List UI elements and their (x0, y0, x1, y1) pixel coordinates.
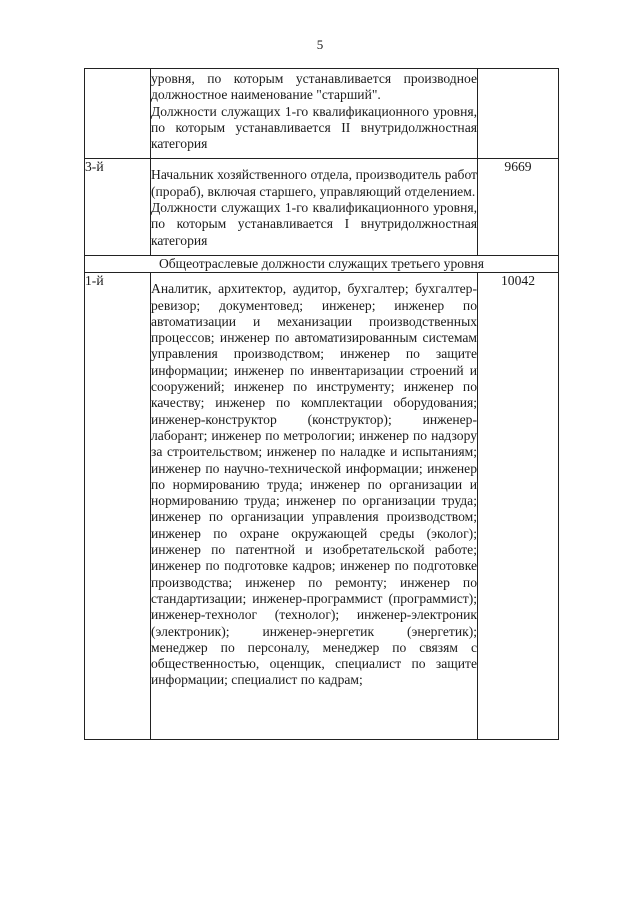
table-row (85, 159, 559, 255)
level-cell (85, 69, 151, 159)
description-cell: Аналитик, архитектор, аудитор, бухгалтер; бухгалтер-ревизор; документовед; инженер; инженер по автоматизации и механизации производственных процессов; инженер по автоматизированным системам управления производством; инженер по защите информации; инженер по инвентаризации строений и сооружений; инженер по инструменту; инженер по качеству; инженер по комплектации оборудования; инженер-конструктор (конструктор); инженер-лаборант; инженер по метрологии; инженер по надзору за строительством; инженер по наладке и испытаниям; инженер по научно-технической информации; инженер по нормированию труда; инженер по организации и нормированию труда; инженер по организации труда; инженер по организации управления производством; инженер по охране окружающей среды (эколог); инженер по патентной и изобретательской работе; инженер по подготовке кадров; инженер по подготовке производства; инженер по ремонту; инженер по стандартизации; инженер-программист (программист); инженер-технолог (технолог); инженер-электроник (электроник); инженер-энергетик (энергетик); менеджер по персоналу, менеджер по связям с общественностью, оценщик, специалист по защите информации; специалист по кадрам; (151, 273, 478, 740)
salary-cell (478, 69, 559, 159)
level-cell: 3-й (85, 159, 151, 255)
description-cell (151, 69, 478, 159)
description-paragraph: Начальник хозяйственного отдела, производитель работ (прораб), включая старшего, управляющий отделением. (151, 167, 477, 199)
salary-cell: 9669 (478, 159, 559, 255)
table-row (85, 273, 559, 740)
salary-cell: 10042 (478, 273, 559, 740)
level-cell: 1-й (85, 273, 151, 740)
section-heading-row (85, 255, 559, 272)
table-row (85, 69, 559, 159)
section-heading: Общеотраслевые должности служащих третьего уровня (85, 255, 559, 272)
description-cell (151, 159, 478, 255)
description-paragraph: уровня, по которым устанавливается производное должностное наименование "старший". (151, 71, 477, 103)
page-number: 5 (316, 37, 324, 52)
salary-table (84, 68, 559, 740)
description-paragraph: Должности служащих 1-го квалификационного уровня, по которым устанавливается I внутридолжностная категория (151, 200, 477, 248)
description-paragraph: Должности служащих 1-го квалификационного уровня, по которым устанавливается II внутридолжностная категория (151, 103, 477, 152)
